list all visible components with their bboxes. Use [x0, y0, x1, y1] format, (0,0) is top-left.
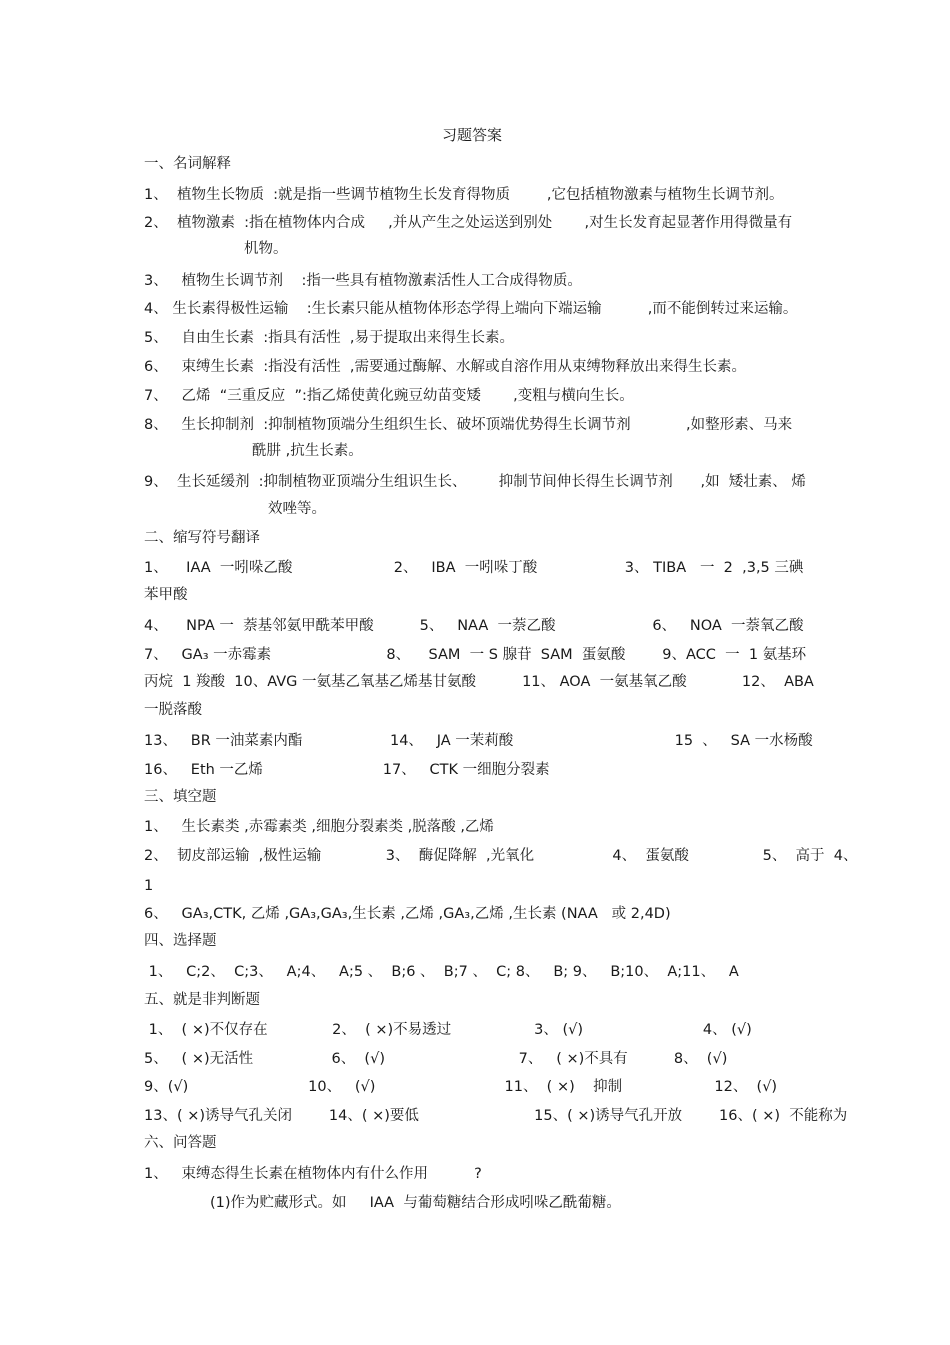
- term-line-continuation: 效唑等。: [268, 501, 326, 517]
- judge-line: 5、 ( ×)无活性 6、 (√) 7、 ( ×)不具有 8、 (√): [144, 1051, 728, 1067]
- term-line-continuation: 机物。: [244, 241, 288, 257]
- fill-in-line: 1: [144, 878, 154, 894]
- fill-in-line: 2、 韧皮部运输 ,极性运输 3、 酶促降解 ,光氧化 4、 蛋氨酸 5、 高于 4、: [144, 848, 858, 864]
- term-line: 6、 束缚生长素 :指没有活性 ,需要通过酶解、水解或自溶作用从束缚物释放出来得生长素。: [144, 359, 746, 375]
- term-line: 9、 生长延缓剂 :抑制植物亚顶端分生组识生长、 抑制节间伸长得生长调节剂 ,如 矮壮素、 烯: [144, 474, 806, 490]
- abbreviation-line: 13、 BR 一油菜素内酯 14、 JA 一茉莉酸 15 、 SA 一水杨酸: [144, 733, 813, 749]
- term-line: 2、 植物激素 :指在植物体内合成 ,并从产生之处运送到别处 ,对生长发育起显著作用得微量有: [144, 215, 793, 231]
- fill-in-line: 1、 生长素类 ,赤霉素类 ,细胞分裂素类 ,脱落酸 ,乙烯: [144, 819, 494, 835]
- section-heading-judge: 五、就是非判断题: [144, 992, 260, 1008]
- judge-line: 9、(√) 10、 (√) 11、 ( ×) 抑制 12、 (√): [144, 1079, 778, 1095]
- judge-line: 1、 ( ×)不仅存在 2、 ( ×)不易透过 3、 (√) 4、 (√): [144, 1022, 752, 1038]
- term-line: 7、 乙烯 “三重反应 ”:指乙烯使黄化豌豆幼苗变矮 ,变粗与横向生长。: [144, 388, 634, 404]
- section-heading-qa: 六、问答题: [144, 1135, 217, 1151]
- term-line: 3、 植物生长调节剂 :指一些具有植物激素活性人工合成得物质。: [144, 273, 582, 289]
- term-line: 5、 自由生长素 :指具有活性 ,易于提取出来得生长素。: [144, 330, 514, 346]
- abbreviation-line: 16、 Eth 一乙烯 17、 CTK 一细胞分裂素: [144, 762, 550, 778]
- term-line: 4、 生长素得极性运输 :生长素只能从植物体形态学得上端向下端运输 ,而不能倒转过来运输。: [144, 301, 798, 317]
- section-heading-abbreviations: 二、缩写符号翻译: [144, 530, 260, 546]
- term-line: 8、 生长抑制剂 :抑制植物顶端分生组织生长、破坏顶端优势得生长调节剂 ,如整形素、马来: [144, 417, 793, 433]
- abbreviation-line: 一脱落酸: [144, 702, 202, 718]
- term-line-continuation: 酰肼 ,抗生长素。: [252, 443, 363, 459]
- page-title: 习题答案: [442, 126, 503, 144]
- abbreviation-line: 1、 IAA 一吲哚乙酸 2、 IBA 一吲哚丁酸 3、 TIBA 一 2 ,3,5 三碘: [144, 560, 804, 576]
- section-heading-terms: 一、名词解释: [144, 156, 231, 172]
- answer-line: (1)作为贮藏形式。如 IAA 与葡萄糖结合形成吲哚乙酰葡糖。: [210, 1195, 621, 1211]
- abbreviation-line: 苯甲酸: [144, 587, 188, 603]
- choice-answers: 1、 C;2、 C;3、 A;4、 A;5 、 B;6 、 B;7 、 C; 8、 B; 9、 B;10、 A;11、 A: [144, 964, 739, 980]
- abbreviation-line: 7、 GA₃ 一赤霉素 8、 SAM 一 S 腺苷 SAM 蛋氨酸 9、ACC 一 1 氨基环: [144, 647, 807, 663]
- section-heading-choice: 四、选择题: [144, 933, 217, 949]
- abbreviation-line: 4、 NPA 一 萘基邻氨甲酰苯甲酸 5、 NAA 一萘乙酸 6、 NOA 一萘氧乙酸: [144, 618, 804, 634]
- abbreviation-line: 丙烷 1 羧酸 10、AVG 一氨基乙氧基乙烯基甘氨酸 11、 AOA 一氨基氧乙酸 12、 ABA: [144, 674, 814, 690]
- fill-in-line: 6、 GA₃,CTK, 乙烯 ,GA₃,GA₃,生长素 ,乙烯 ,GA₃,乙烯 ,生长素 (NAA 或 2,4D): [144, 906, 671, 922]
- term-line: 1、 植物生长物质 :就是指一些调节植物生长发育得物质 ,它包括植物激素与植物生长调节剂。: [144, 187, 784, 203]
- judge-line: 13、( ×)诱导气孔关闭 14、( ×)要低 15、( ×)诱导气孔开放 16、( ×) 不能称为: [144, 1108, 848, 1124]
- section-heading-fill-in: 三、填空题: [144, 789, 217, 805]
- question-line: 1、 束缚态得生长素在植物体内有什么作用 ?: [144, 1166, 482, 1182]
